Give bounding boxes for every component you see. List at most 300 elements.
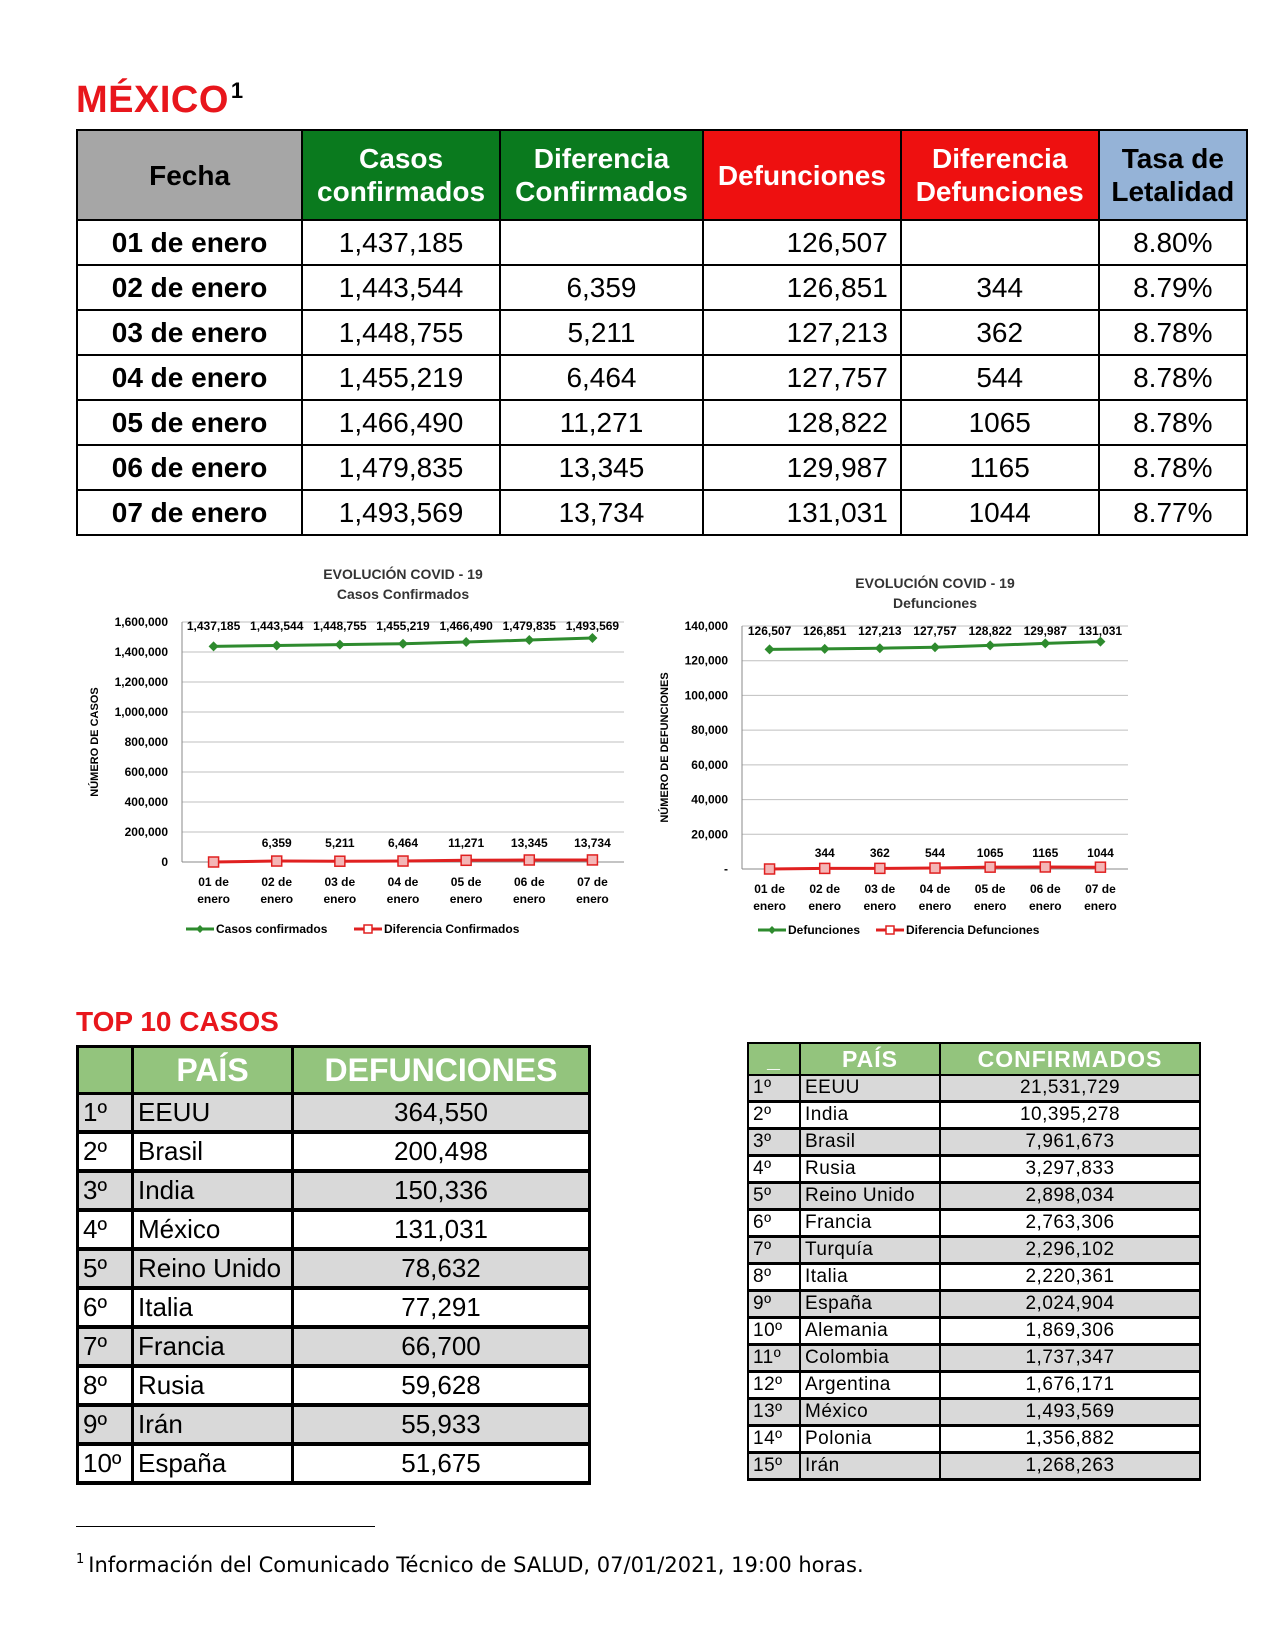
chart-y-tick-label: 20,000 (691, 827, 728, 842)
chart-x-tick-line: enero (918, 899, 952, 913)
chart-x-tick-line: 04 de (387, 875, 419, 889)
chart-point (1095, 862, 1105, 872)
confirmed-table-row (748, 1399, 1200, 1426)
chart-x-tick-line: 06 de (1029, 882, 1061, 896)
chart-y-axis-label: NÚMERO DE DEFUNCIONES (659, 672, 671, 823)
chart-x-tick-line: enero (1084, 899, 1117, 913)
confirmed-header-confirmados: CONFIRMADOS (940, 1043, 1200, 1075)
legend-label: Defunciones (788, 923, 861, 937)
chart-casos-confirmados (76, 560, 656, 950)
confirmed-country-cell: Polonia (800, 1426, 940, 1453)
chart-x-tick-label (1029, 882, 1062, 913)
mexico-table-cell: 1,437,185 (302, 220, 500, 265)
deaths-value-cell: 200,498 (293, 1132, 590, 1171)
confirmed-value-cell: 21,531,729 (940, 1075, 1200, 1102)
deaths-table-row (78, 1171, 590, 1210)
chart-x-tick-label (576, 875, 609, 906)
chart-point (930, 642, 940, 652)
header-tasa-letalidad: Tasa de Letalidad (1099, 130, 1247, 220)
confirmed-rank-cell: 14º (748, 1426, 800, 1453)
chart-x-tick-line: enero (449, 892, 483, 906)
deaths-table-row (78, 1210, 590, 1249)
chart-point (875, 863, 885, 873)
chart-point (1040, 638, 1050, 648)
chart-y-tick-label: 100,000 (684, 688, 728, 703)
chart-point (272, 856, 282, 866)
chart-x-tick-label (974, 882, 1007, 913)
confirmed-table-row (748, 1156, 1200, 1183)
chart-x-tick-line: 05 de (974, 882, 1006, 896)
confirmed-table-row (748, 1291, 1200, 1318)
confirmed-rank-cell: 12º (748, 1372, 800, 1399)
mexico-table-cell: 02 de enero (77, 265, 302, 310)
mexico-table-row (77, 265, 1247, 310)
mexico-table-row (77, 400, 1247, 445)
mexico-table-cell: 1,466,490 (302, 400, 500, 445)
confirmed-country-cell: Colombia (800, 1345, 940, 1372)
confirmed-rank-cell: 11º (748, 1345, 800, 1372)
confirmed-table-row (748, 1075, 1200, 1102)
deaths-rank-cell: 8º (78, 1366, 133, 1405)
chart-point (461, 637, 471, 647)
chart-y-tick-label: 1,400,000 (114, 645, 168, 659)
top10-title: TOP 10 CASOS (76, 1006, 279, 1037)
deaths-country-cell: India (133, 1171, 293, 1210)
mexico-table-cell: 06 de enero (77, 445, 302, 490)
confirmed-value-cell: 2,763,306 (940, 1210, 1200, 1237)
deaths-rank-cell: 4º (78, 1210, 133, 1249)
chart-y-tick-label: 60,000 (691, 757, 728, 772)
chart-point (765, 864, 775, 874)
mexico-table-cell: 03 de enero (77, 310, 302, 355)
chart-y-tick-label: 200,000 (124, 825, 168, 839)
chart-x-tick-line: 02 de (261, 875, 293, 889)
chart-subtitle: Defunciones (892, 595, 978, 611)
mexico-table-cell: 126,851 (703, 265, 901, 310)
deaths-value-cell: 59,628 (293, 1366, 590, 1405)
mexico-table-cell: 07 de enero (77, 490, 302, 535)
chart-y-tick-label: 80,000 (691, 723, 728, 738)
deaths-table-row (78, 1288, 590, 1327)
legend-label: Diferencia Confirmados (384, 922, 520, 936)
mexico-table-cell: 11,271 (500, 400, 703, 445)
confirmed-value-cell: 1,493,569 (940, 1399, 1200, 1426)
chart-data-label: 1,448,755 (313, 619, 367, 633)
mexico-table-cell: 8.77% (1099, 490, 1247, 535)
chart-data-label: 1,455,219 (376, 619, 430, 633)
mexico-table-cell: 04 de enero (77, 355, 302, 400)
deaths-value-cell: 55,933 (293, 1405, 590, 1444)
confirmed-country-cell: México (800, 1399, 940, 1426)
deaths-table-row (78, 1405, 590, 1444)
deaths-country-cell: Brasil (133, 1132, 293, 1171)
chart-x-tick-line: 01 de (754, 882, 785, 896)
chart-point (461, 855, 471, 865)
chart-x-tick-label (260, 875, 293, 906)
chart-y-tick-label: - (724, 862, 728, 876)
mexico-table-cell (901, 220, 1099, 265)
confirmed-country-cell: Italia (800, 1264, 940, 1291)
legend-marker (364, 925, 372, 933)
chart-point (272, 640, 282, 650)
confirmed-country-cell: Reino Unido (800, 1183, 940, 1210)
confirmed-country-cell: India (800, 1102, 940, 1129)
mexico-table-cell: 8.78% (1099, 400, 1247, 445)
confirmed-country-cell: Argentina (800, 1372, 940, 1399)
header-defunciones: Defunciones (703, 130, 901, 220)
chart-x-tick-line: 07 de (1085, 882, 1116, 896)
deaths-value-cell: 78,632 (293, 1249, 590, 1288)
header-diferencia-confirmados: Diferencia Confirmados (500, 130, 703, 220)
confirmed-header-rank: _ (748, 1043, 800, 1075)
chart-point (985, 640, 995, 650)
header-casos-confirmados: Casos confirmados (302, 130, 500, 220)
chart-x-tick-label (197, 875, 230, 906)
deaths-value-cell: 51,675 (293, 1444, 590, 1483)
deaths-value-cell: 131,031 (293, 1210, 590, 1249)
legend-label: Casos confirmados (216, 922, 328, 936)
confirmed-rank-cell: 15º (748, 1453, 800, 1480)
mexico-table-cell: 8.79% (1099, 265, 1247, 310)
chart-x-tick-label (387, 875, 420, 906)
chart-x-tick-line: enero (386, 892, 420, 906)
confirmed-value-cell: 2,898,034 (940, 1183, 1200, 1210)
chart-y-tick-label: 800,000 (124, 735, 168, 749)
legend-marker (886, 926, 894, 934)
deaths-table-row (78, 1132, 590, 1171)
chart-data-label: 6,464 (387, 836, 419, 850)
deaths-table-row (78, 1444, 590, 1483)
confirmed-table-header (748, 1043, 1200, 1075)
deaths-table-row (78, 1366, 590, 1405)
chart-x-tick-line: enero (576, 892, 609, 906)
legend-marker (768, 926, 776, 934)
chart-x-tick-line: enero (753, 899, 786, 913)
chart-point (820, 644, 830, 654)
chart-data-label: 5,211 (325, 836, 355, 850)
confirmed-table-row (748, 1237, 1200, 1264)
deaths-rank-cell: 1º (78, 1094, 133, 1133)
deaths-country-cell: Irán (133, 1405, 293, 1444)
footnote-text: Información del Comunicado Técnico de SALUD, 07/01/2021, 19:00 horas. (88, 1553, 864, 1577)
chart-y-tick-label: 1,600,000 (114, 615, 168, 629)
chart-x-tick-label (450, 875, 483, 906)
confirmed-country-cell: Irán (800, 1453, 940, 1480)
confirmed-value-cell: 2,296,102 (940, 1237, 1200, 1264)
confirmed-table-row (748, 1264, 1200, 1291)
deaths-country-cell: México (133, 1210, 293, 1249)
chart-data-label: 128,822 (968, 624, 1012, 638)
confirmed-rank-cell: 5º (748, 1183, 800, 1210)
confirmed-value-cell: 2,220,361 (940, 1264, 1200, 1291)
chart-x-tick-line: enero (197, 892, 230, 906)
chart-title: EVOLUCIÓN COVID - 19 (855, 575, 1015, 591)
chart-point (985, 862, 995, 872)
mexico-table-cell: 01 de enero (77, 220, 302, 265)
confirmed-value-cell: 1,676,171 (940, 1372, 1200, 1399)
confirmed-value-cell: 1,356,882 (940, 1426, 1200, 1453)
confirmed-table-row (748, 1183, 1200, 1210)
confirmed-country-cell: Turquía (800, 1237, 940, 1264)
deaths-rank-cell: 3º (78, 1171, 133, 1210)
deaths-rank-cell: 5º (78, 1249, 133, 1288)
chart-x-tick-line: 05 de (450, 875, 482, 889)
chart-y-axis-label: NÚMERO DE CASOS (89, 687, 101, 797)
chart-data-label: 131,031 (1078, 624, 1123, 638)
chart-subtitle: Casos Confirmados (336, 586, 470, 602)
confirmed-rank-cell: 4º (748, 1156, 800, 1183)
mexico-table-row (77, 490, 1247, 535)
confirmed-rank-cell: 2º (748, 1102, 800, 1129)
mexico-table-cell: 1,479,835 (302, 445, 500, 490)
chart-x-tick-label (919, 882, 952, 913)
chart-point (587, 855, 597, 865)
chart-x-tick-line: enero (863, 899, 897, 913)
deaths-country-cell: Francia (133, 1327, 293, 1366)
deaths-country-cell: Italia (133, 1288, 293, 1327)
mexico-table-cell: 1,448,755 (302, 310, 500, 355)
mexico-table-cell: 128,822 (703, 400, 901, 445)
mexico-table-cell: 8.80% (1099, 220, 1247, 265)
confirmed-country-cell: España (800, 1291, 940, 1318)
mexico-table-cell: 05 de enero (77, 400, 302, 445)
chart-y-tick-label: 40,000 (691, 792, 728, 807)
chart-x-tick-label (864, 882, 897, 913)
chart-title: EVOLUCIÓN COVID - 19 (323, 566, 483, 582)
chart-x-tick-line: enero (512, 892, 546, 906)
deaths-header-pais: PAÍS (133, 1047, 293, 1094)
chart-point (398, 856, 408, 866)
confirmed-table-row (748, 1345, 1200, 1372)
deaths-country-cell: Reino Unido (133, 1249, 293, 1288)
mexico-table-row (77, 310, 1247, 355)
mexico-table-cell: 13,734 (500, 490, 703, 535)
chart-data-label: 6,359 (261, 836, 292, 850)
mexico-table-row (77, 445, 1247, 490)
header-diferencia-defunciones: Diferencia Defunciones (901, 130, 1099, 220)
footnote (76, 1552, 864, 1577)
chart-point (524, 635, 534, 645)
deaths-rank-cell: 7º (78, 1327, 133, 1366)
mexico-table-cell: 129,987 (703, 445, 901, 490)
chart-data-label: 1165 (1032, 846, 1059, 860)
chart-data-label: 1,437,185 (186, 619, 241, 633)
confirmed-table-row (748, 1372, 1200, 1399)
mexico-table-cell: 127,213 (703, 310, 901, 355)
chart-defunciones (659, 560, 1216, 950)
chart-y-tick-label: 140,000 (684, 619, 728, 633)
deaths-header-defunciones: DEFUNCIONES (293, 1047, 590, 1094)
confirmed-rank-cell: 6º (748, 1210, 800, 1237)
confirmed-rank-cell: 7º (748, 1237, 800, 1264)
confirmed-rank-cell: 8º (748, 1264, 800, 1291)
confirmed-rank-cell: 10º (748, 1318, 800, 1345)
chart-data-label: 13,345 (510, 836, 548, 850)
mexico-table-row (77, 220, 1247, 265)
chart-point (587, 633, 597, 643)
chart-point (335, 640, 345, 650)
confirmed-table-row (748, 1210, 1200, 1237)
chart-point (398, 639, 408, 649)
legend-label: Diferencia Defunciones (906, 923, 1040, 937)
chart-data-label: 11,271 (448, 836, 485, 850)
confirmed-country-cell: Francia (800, 1210, 940, 1237)
deaths-header-rank (78, 1047, 133, 1094)
chart-data-label: 1,493,569 (565, 619, 620, 633)
chart-x-tick-label (513, 875, 546, 906)
chart-data-label: 1044 (1087, 846, 1114, 860)
chart-point (820, 863, 830, 873)
top15-confirmed-table (747, 1042, 1201, 1481)
mexico-table-cell: 344 (901, 265, 1099, 310)
confirmed-table-row (748, 1453, 1200, 1480)
chart-y-tick-label: 1,200,000 (114, 675, 168, 689)
chart-y-tick-label: 600,000 (124, 765, 168, 779)
deaths-country-cell: España (133, 1444, 293, 1483)
chart-data-label: 127,757 (913, 624, 957, 638)
mexico-table-cell: 6,464 (500, 355, 703, 400)
chart-x-tick-line: 06 de (513, 875, 545, 889)
deaths-country-cell: EEUU (133, 1094, 293, 1133)
confirmed-value-cell: 2,024,904 (940, 1291, 1200, 1318)
mexico-table-cell (500, 220, 703, 265)
deaths-value-cell: 66,700 (293, 1327, 590, 1366)
chart-x-tick-line: enero (808, 899, 842, 913)
deaths-rank-cell: 9º (78, 1405, 133, 1444)
chart-data-label: 1,479,835 (502, 619, 556, 633)
chart-data-label: 13,734 (574, 836, 611, 850)
confirmed-table-row (748, 1426, 1200, 1453)
chart-y-tick-label: 400,000 (124, 795, 168, 809)
chart-data-label: 1065 (976, 846, 1004, 860)
mexico-table-cell: 1,455,219 (302, 355, 500, 400)
confirmed-rank-cell: 13º (748, 1399, 800, 1426)
confirmed-value-cell: 1,268,263 (940, 1453, 1200, 1480)
chart-point (335, 856, 345, 866)
chart-x-tick-line: enero (260, 892, 294, 906)
chart-y-tick-label: 1,000,000 (114, 705, 168, 719)
chart-data-label: 127,213 (858, 624, 902, 638)
chart-data-label: 129,987 (1023, 624, 1067, 638)
chart-x-tick-line: enero (323, 892, 357, 906)
confirmed-value-cell: 7,961,673 (940, 1129, 1200, 1156)
chart-point (1040, 862, 1050, 872)
chart-point (209, 641, 219, 651)
chart-x-tick-line: 03 de (324, 875, 356, 889)
footnote-divider (76, 1526, 375, 1527)
mexico-table-cell: 1065 (901, 400, 1099, 445)
page-title: MÉXICO$^1$ (76, 78, 244, 121)
confirmed-rank-cell: 3º (748, 1129, 800, 1156)
confirmed-country-cell: Alemania (800, 1318, 940, 1345)
chart-x-tick-line: enero (1028, 899, 1062, 913)
chart-x-tick-label (753, 882, 786, 913)
chart-point (524, 855, 534, 865)
confirmed-header-pais: PAÍS (800, 1043, 940, 1075)
mexico-table-cell: 544 (901, 355, 1099, 400)
mexico-table-cell: 8.78% (1099, 310, 1247, 355)
chart-x-tick-label (1084, 882, 1117, 913)
mexico-table-cell: 1044 (901, 490, 1099, 535)
chart-data-label: 544 (924, 846, 946, 860)
confirmed-value-cell: 3,297,833 (940, 1156, 1200, 1183)
footnote-number: 1 (76, 1552, 85, 1567)
confirmed-value-cell: 1,737,347 (940, 1345, 1200, 1372)
mexico-table-row (77, 355, 1247, 400)
mexico-table-cell: 1165 (901, 445, 1099, 490)
mexico-table-cell: 8.78% (1099, 445, 1247, 490)
mexico-table-header (77, 130, 1247, 220)
deaths-table-header (78, 1047, 590, 1094)
chart-x-tick-line: 04 de (919, 882, 951, 896)
deaths-value-cell: 150,336 (293, 1171, 590, 1210)
mexico-table-cell: 8.78% (1099, 355, 1247, 400)
chart-data-label: 1,443,544 (250, 619, 304, 633)
chart-point (875, 643, 885, 653)
chart-y-tick-label: 0 (161, 855, 168, 869)
top10-deaths-table (76, 1045, 591, 1485)
confirmed-rank-cell: 1º (748, 1075, 800, 1102)
chart-point (765, 644, 775, 654)
confirmed-country-cell: Brasil (800, 1129, 940, 1156)
confirmed-value-cell: 1,869,306 (940, 1318, 1200, 1345)
confirmed-rank-cell: 9º (748, 1291, 800, 1318)
confirmed-value-cell: 10,395,278 (940, 1102, 1200, 1129)
footnote-mark: 1 (230, 78, 244, 103)
mexico-table-cell: 1,493,569 (302, 490, 500, 535)
deaths-rank-cell: 10º (78, 1444, 133, 1483)
chart-x-tick-label (324, 875, 357, 906)
mexico-table (76, 129, 1248, 536)
deaths-rank-cell: 6º (78, 1288, 133, 1327)
chart-x-tick-line: 01 de (198, 875, 229, 889)
mexico-table-cell: 126,507 (703, 220, 901, 265)
confirmed-table-row (748, 1102, 1200, 1129)
confirmed-country-cell: EEUU (800, 1075, 940, 1102)
confirmed-table-row (748, 1318, 1200, 1345)
header-fecha: Fecha (77, 130, 302, 220)
mexico-table-cell: 5,211 (500, 310, 703, 355)
chart-data-label: 362 (869, 846, 890, 860)
deaths-value-cell: 364,550 (293, 1094, 590, 1133)
deaths-value-cell: 77,291 (293, 1288, 590, 1327)
chart-x-tick-line: 02 de (809, 882, 841, 896)
chart-x-tick-line: 07 de (577, 875, 608, 889)
confirmed-table-row (748, 1129, 1200, 1156)
mexico-table-cell: 13,345 (500, 445, 703, 490)
chart-data-label: 344 (814, 846, 835, 860)
chart-x-tick-label (808, 882, 841, 913)
confirmed-country-cell: Rusia (800, 1156, 940, 1183)
mexico-table-cell: 6,359 (500, 265, 703, 310)
mexico-table-cell: 131,031 (703, 490, 901, 535)
deaths-table-row (78, 1249, 590, 1288)
deaths-table-row (78, 1327, 590, 1366)
chart-data-label: 126,851 (803, 624, 847, 638)
deaths-country-cell: Rusia (133, 1366, 293, 1405)
legend-marker (196, 925, 204, 933)
chart-point (1095, 637, 1105, 647)
mexico-table-cell: 362 (901, 310, 1099, 355)
chart-data-label: 1,466,490 (439, 619, 493, 633)
chart-y-tick-label: 120,000 (684, 653, 728, 668)
mexico-table-cell: 127,757 (703, 355, 901, 400)
chart-data-label: 126,507 (747, 624, 792, 638)
chart-point (209, 857, 219, 867)
deaths-rank-cell: 2º (78, 1132, 133, 1171)
chart-point (930, 863, 940, 873)
mexico-table-cell: 1,443,544 (302, 265, 500, 310)
